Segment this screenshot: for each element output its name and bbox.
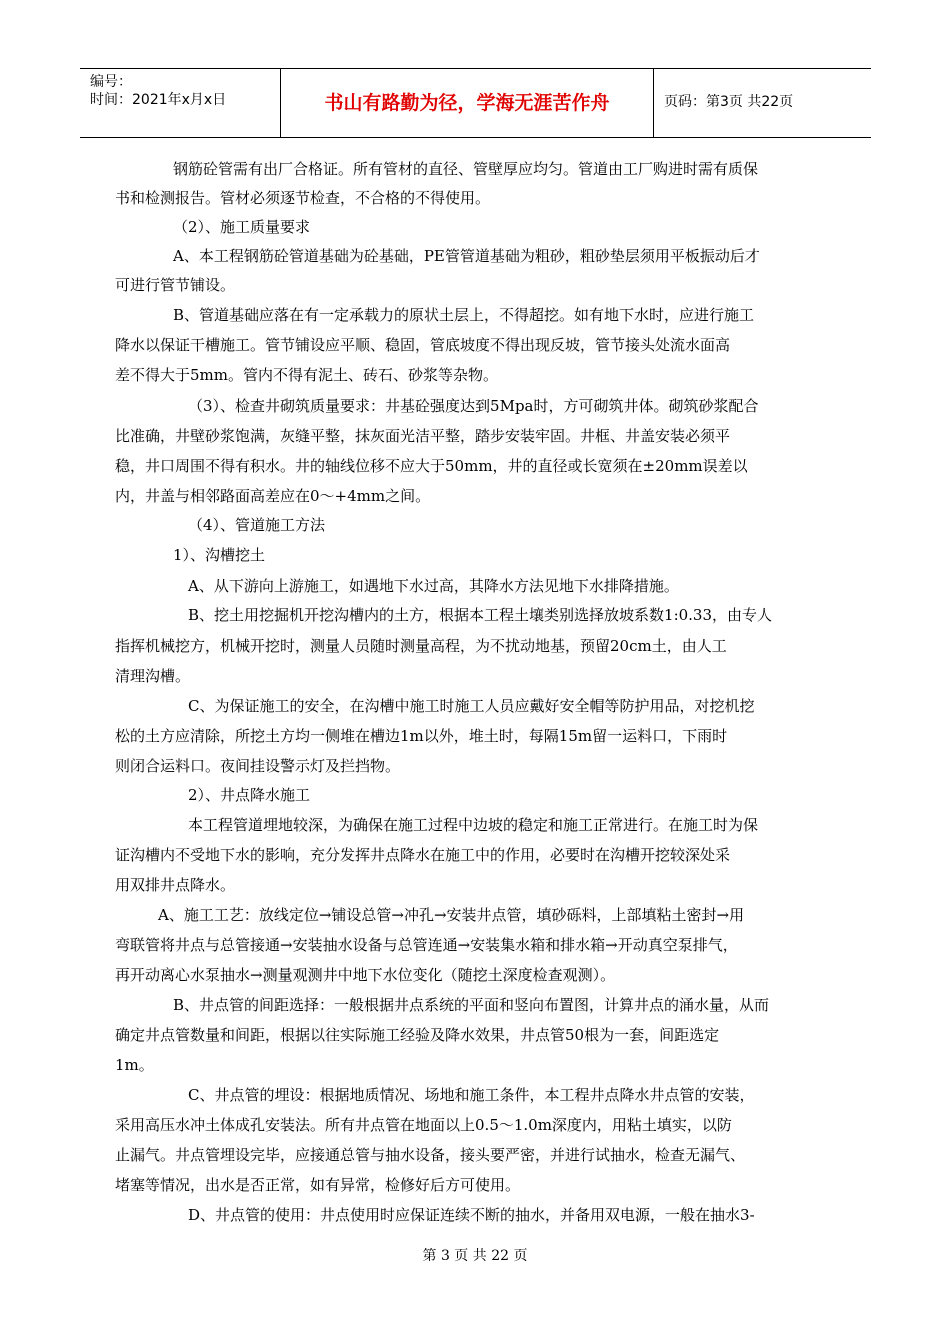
text-line: A、从下游向上游施工，如遇地下水过高，其降水方法见地下水排降措施。	[188, 577, 679, 595]
section-heading: （3）、检查井砌筑质量要求：井基砼强度达到5Mpa时，方可砌筑井体。砌筑砂浆配合	[188, 397, 759, 415]
subsection-heading: 2）、井点降水施工	[188, 786, 311, 804]
header-left-cell	[80, 69, 281, 137]
page-footer: 第 3 页 共 22 页	[422, 1248, 528, 1264]
text-line: A、施工工艺：放线定位→铺设总管→冲孔→安装井点管，填砂砾料，上部填粘土密封→用	[158, 906, 745, 924]
text-line: 1m。	[115, 1056, 154, 1074]
text-line: B、管道基础应落在有一定承载力的原状土层上，不得超挖。如有地下水时，应进行施工	[173, 306, 755, 324]
text-line: 止漏气。井点管埋设完毕，应接通总管与抽水设备，接头要严密，并进行试抽水，检查无漏气、	[115, 1146, 746, 1164]
text-line: 稳，井口周围不得有积水。井的轴线位移不应大于50mm，井的直径或长宽须在±20mm误差以	[115, 457, 748, 475]
text-line: C、为保证施工的安全，在沟槽中施工时施工人员应戴好安全帽等防护用品，对挖机挖	[188, 697, 755, 715]
section-heading: （2）、施工质量要求	[173, 218, 311, 236]
text-line: 书和检测报告。管材必须逐节检查，不合格的不得使用。	[115, 189, 491, 207]
header-middle-cell	[281, 69, 654, 137]
text-line: 用双排井点降水。	[115, 876, 236, 894]
text-line: 钢筋砼管需有出厂合格证。所有管材的直径、管壁厚应均匀。管道由工厂购进时需有质保	[173, 160, 759, 178]
header-motto: 书山有路勤为径，学海无涯苦作舟	[324, 92, 610, 114]
text-line: 证沟槽内不受地下水的影响，充分发挥井点降水在施工中的作用，必要时在沟槽开挖较深处采	[115, 846, 731, 864]
text-line: 本工程管道埋地较深，为确保在施工过程中边坡的稳定和施工正常进行。在施工时为保	[188, 816, 759, 834]
text-line: A、本工程钢筋砼管道基础为砼基础，PE管管道基础为粗砂，粗砂垫层须用平板振动后才	[173, 247, 760, 265]
section-heading: （4）、管道施工方法	[188, 516, 326, 534]
header-right-cell	[654, 69, 871, 137]
text-line: 松的土方应清除，所挖土方均一侧堆在槽边1m以外，堆土时，每隔15m留一运料口，下雨时	[115, 727, 728, 745]
text-line: 采用高压水冲土体成孔安装法。所有井点管在地面以上0.5～1.0m深度内，用粘土填实，以防	[115, 1116, 732, 1134]
text-line: 堵塞等情况，出水是否正常，如有异常，检修好后方可使用。	[115, 1176, 521, 1194]
header-page-indicator: 页码：第3页 共22页	[664, 94, 794, 110]
text-line: 可进行管节铺设。	[115, 276, 236, 294]
subsection-heading: 1）、沟槽挖土	[173, 546, 266, 564]
text-line: 比准确，井壁砂浆饱满，灰缝平整，抹灰面光洁平整，踏步安装牢固。井框、井盖安装必须平	[115, 427, 731, 445]
text-line: 确定井点管数量和间距，根据以往实际施工经验及降水效果，井点管50根为一套，间距选定	[115, 1026, 720, 1044]
text-line: 降水以保证干槽施工。管节铺设应平顺、稳固，管底坡度不得出现反坡，管节接头处流水面高	[115, 336, 731, 354]
text-line: B、井点管的间距选择：一般根据井点系统的平面和竖向布置图，计算井点的涌水量，从而	[173, 996, 770, 1014]
text-line: 弯联管将井点与总管接通→安装抽水设备与总管连通→安装集水箱和排水箱→开动真空泵排气，	[115, 936, 738, 954]
document-number-label: 编号：	[90, 74, 132, 90]
text-line: 则闭合运料口。夜间挂设警示灯及拦挡物。	[115, 757, 401, 775]
document-date-label: 时间：2021年x月x日	[90, 92, 227, 108]
text-line: 再开动离心水泵抽水→测量观测井中地下水位变化（随挖土深度检查观测）。	[115, 966, 616, 984]
text-line: 差不得大于5mm。管内不得有泥土、砖石、砂浆等杂物。	[115, 366, 498, 384]
text-line: 清理沟槽。	[115, 667, 191, 685]
text-line: D、井点管的使用：井点使用时应保证连续不断的抽水，并备用双电源，一般在抽水3-	[188, 1206, 755, 1224]
text-line: 指挥机械挖方，机械开挖时，测量人员随时测量高程，为不扰动地基，预留20cm土，由人工	[115, 637, 727, 655]
page-header	[80, 68, 871, 138]
text-line: C、井点管的埋设：根据地质情况、场地和施工条件，本工程井点降水井点管的安装，	[188, 1086, 755, 1104]
text-line: 内，井盖与相邻路面高差应在0～+4mm之间。	[115, 487, 431, 505]
text-line: B、挖土用挖掘机开挖沟槽内的土方，根据本工程土壤类别选择放坡系数1:0.33，由专人	[188, 606, 773, 624]
